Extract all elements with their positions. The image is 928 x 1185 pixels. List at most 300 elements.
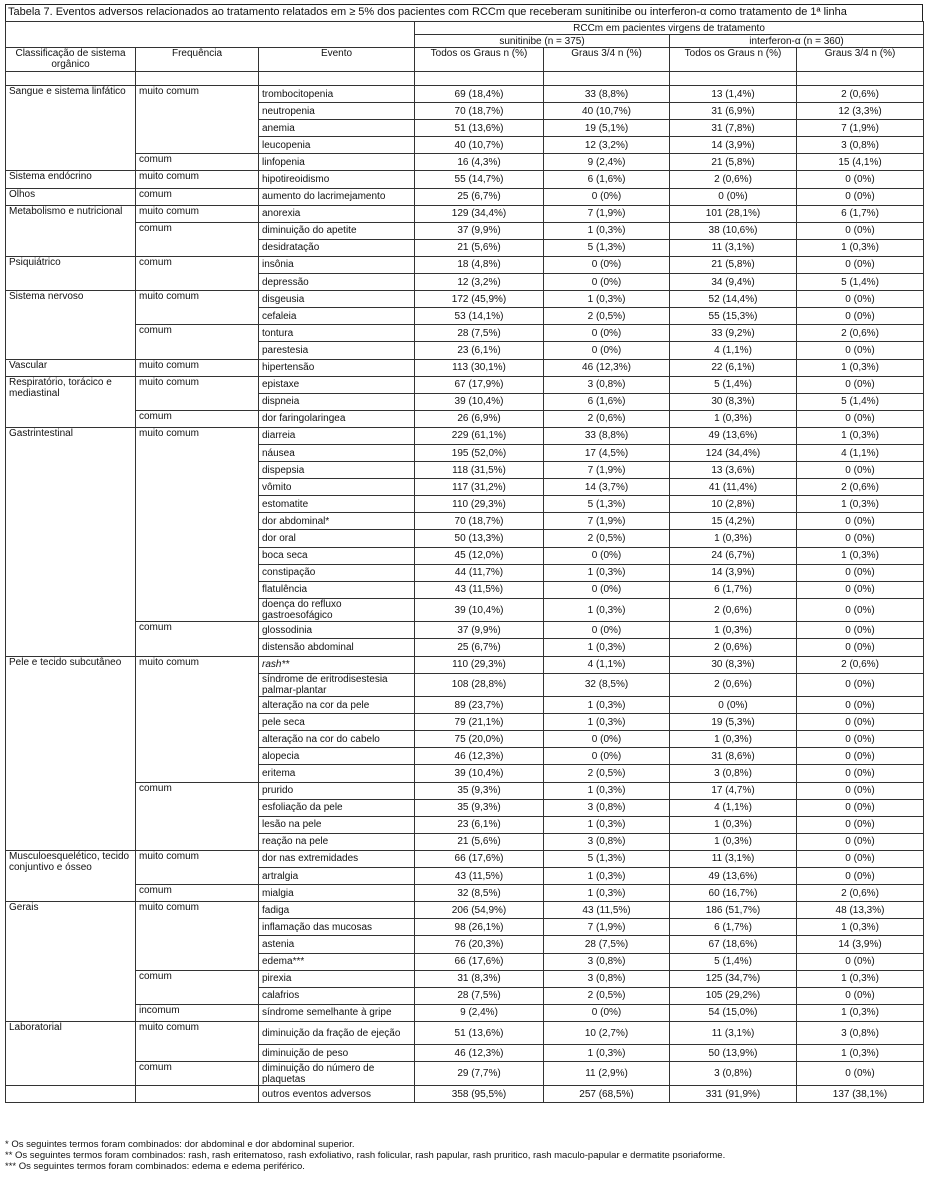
system-class-cell: Sistema nervoso xyxy=(6,291,136,359)
value-cell: 0 (0%) xyxy=(544,325,670,342)
value-cell: 29 (7,7%) xyxy=(415,1062,544,1086)
frequency-cell: comum xyxy=(136,622,259,656)
value-cell: 50 (13,3%) xyxy=(415,530,544,547)
value-cell: 5 (1,4%) xyxy=(670,953,797,970)
frequency-cell: comum xyxy=(136,256,259,290)
event-cell: alteração na cor da pele xyxy=(259,697,415,714)
value-cell: 124 (34,4%) xyxy=(670,444,797,461)
value-cell: 21 (5,8%) xyxy=(670,256,797,273)
value-cell: 53 (14,1%) xyxy=(415,308,544,325)
event-cell: síndrome semelhante à gripe xyxy=(259,1004,415,1021)
value-cell: 1 (0,3%) xyxy=(797,359,924,376)
system-class-cell: Psiquiátrico xyxy=(6,256,136,290)
table-row xyxy=(6,291,924,308)
event-cell: flatulência xyxy=(259,581,415,598)
value-cell: 137 (38,1%) xyxy=(797,1085,924,1102)
value-cell: 33 (8,8%) xyxy=(544,86,670,103)
value-cell: 13 (1,4%) xyxy=(670,86,797,103)
value-cell: 37 (9,9%) xyxy=(415,222,544,239)
value-cell: 1 (0,3%) xyxy=(544,598,670,622)
value-cell: 4 (1,1%) xyxy=(670,799,797,816)
table-row xyxy=(6,222,924,239)
frequency-cell: muito comum xyxy=(136,205,259,222)
value-cell: 7 (1,9%) xyxy=(797,120,924,137)
table-row xyxy=(6,782,924,799)
value-cell: 0 (0%) xyxy=(797,291,924,308)
value-cell: 118 (31,5%) xyxy=(415,462,544,479)
value-cell: 3 (0,8%) xyxy=(544,970,670,987)
value-cell: 5 (1,3%) xyxy=(544,239,670,256)
value-cell: 28 (7,5%) xyxy=(415,325,544,342)
value-cell: 21 (5,6%) xyxy=(415,833,544,850)
value-cell: 0 (0%) xyxy=(797,987,924,1004)
value-cell: 110 (29,3%) xyxy=(415,496,544,513)
table-row xyxy=(6,205,924,222)
table-row xyxy=(6,970,924,987)
blank-cell xyxy=(6,1085,136,1102)
value-cell: 75 (20,0%) xyxy=(415,731,544,748)
table-row xyxy=(6,1004,924,1021)
table-row xyxy=(6,902,924,919)
value-cell: 9 (2,4%) xyxy=(415,1004,544,1021)
value-cell: 1 (0,3%) xyxy=(797,496,924,513)
table-row xyxy=(6,325,924,342)
value-cell: 1 (0,3%) xyxy=(797,1045,924,1062)
event-cell: reação na pele xyxy=(259,833,415,850)
value-cell: 70 (18,7%) xyxy=(415,103,544,120)
value-cell: 54 (15,0%) xyxy=(670,1004,797,1021)
value-cell: 11 (3,1%) xyxy=(670,239,797,256)
system-class-cell: Vascular xyxy=(6,359,136,376)
header-grades-3-4: Graus 3/4 n (%) xyxy=(797,48,924,72)
value-cell: 0 (0%) xyxy=(797,222,924,239)
value-cell: 44 (11,7%) xyxy=(415,564,544,581)
value-cell: 129 (34,4%) xyxy=(415,205,544,222)
frequency-cell: comum xyxy=(136,188,259,205)
value-cell: 108 (28,8%) xyxy=(415,673,544,697)
value-cell: 1 (0,3%) xyxy=(544,714,670,731)
frequency-cell: comum xyxy=(136,885,259,902)
value-cell: 206 (54,9%) xyxy=(415,902,544,919)
event-cell: anorexia xyxy=(259,205,415,222)
value-cell: 24 (6,7%) xyxy=(670,547,797,564)
table-row-other xyxy=(6,1085,924,1102)
event-cell: dor nas extremidades xyxy=(259,850,415,867)
value-cell: 6 (1,7%) xyxy=(670,581,797,598)
value-cell: 6 (1,7%) xyxy=(797,205,924,222)
event-cell: vômito xyxy=(259,479,415,496)
frequency-cell: muito comum xyxy=(136,902,259,970)
value-cell: 4 (1,1%) xyxy=(670,342,797,359)
value-cell: 89 (23,7%) xyxy=(415,697,544,714)
value-cell: 98 (26,1%) xyxy=(415,919,544,936)
value-cell: 1 (0,3%) xyxy=(797,239,924,256)
value-cell: 43 (11,5%) xyxy=(415,581,544,598)
value-cell: 186 (51,7%) xyxy=(670,902,797,919)
event-cell: dor abdominal* xyxy=(259,513,415,530)
frequency-cell: comum xyxy=(136,154,259,171)
frequency-cell: comum xyxy=(136,325,259,359)
value-cell: 229 (61,1%) xyxy=(415,427,544,444)
value-cell: 358 (95,5%) xyxy=(415,1085,544,1102)
value-cell: 3 (0,8%) xyxy=(670,1062,797,1086)
value-cell: 0 (0%) xyxy=(797,308,924,325)
value-cell: 35 (9,3%) xyxy=(415,782,544,799)
header-frequency: Frequência xyxy=(136,48,259,72)
value-cell: 0 (0%) xyxy=(797,1062,924,1086)
table-title: Tabela 7. Eventos adversos relacionados ao tratamento relatados em ≥ 5% dos pacientes com RCCm que receberam sunitinibe ou interferon-α como tratamento de 1ª linha xyxy=(5,4,923,21)
value-cell: 55 (14,7%) xyxy=(415,171,544,188)
system-class-cell: Olhos xyxy=(6,188,136,205)
system-class-cell: Laboratorial xyxy=(6,1021,136,1085)
system-class-cell: Sistema endócrino xyxy=(6,171,136,188)
event-cell: leucopenia xyxy=(259,137,415,154)
value-cell: 51 (13,6%) xyxy=(415,120,544,137)
value-cell: 35 (9,3%) xyxy=(415,799,544,816)
value-cell: 0 (0%) xyxy=(670,697,797,714)
value-cell: 0 (0%) xyxy=(797,410,924,427)
value-cell: 1 (0,3%) xyxy=(797,547,924,564)
value-cell: 50 (13,9%) xyxy=(670,1045,797,1062)
value-cell: 2 (0,6%) xyxy=(797,479,924,496)
event-cell: diminuição de peso xyxy=(259,1045,415,1062)
value-cell: 3 (0,8%) xyxy=(544,953,670,970)
value-cell: 1 (0,3%) xyxy=(544,222,670,239)
event-cell: diminuição do número de plaquetas xyxy=(259,1062,415,1086)
value-cell: 0 (0%) xyxy=(797,731,924,748)
event-cell: glossodinia xyxy=(259,622,415,639)
value-cell: 0 (0%) xyxy=(797,376,924,393)
header-classification: Classificação de sistema orgânico xyxy=(6,48,136,72)
value-cell: 3 (0,8%) xyxy=(670,765,797,782)
value-cell: 25 (6,7%) xyxy=(415,188,544,205)
value-cell: 6 (1,7%) xyxy=(670,919,797,936)
event-cell: esfoliação da pele xyxy=(259,799,415,816)
event-cell: prurido xyxy=(259,782,415,799)
value-cell: 5 (1,4%) xyxy=(797,393,924,410)
event-cell: síndrome de eritrodisestesia palmar-plantar xyxy=(259,673,415,697)
value-cell: 30 (8,3%) xyxy=(670,393,797,410)
value-cell: 0 (0%) xyxy=(797,833,924,850)
value-cell: 39 (10,4%) xyxy=(415,598,544,622)
footnotes xyxy=(5,1139,923,1172)
system-class-cell: Sangue e sistema linfático xyxy=(6,86,136,171)
value-cell: 11 (3,1%) xyxy=(670,1021,797,1045)
value-cell: 2 (0,5%) xyxy=(544,308,670,325)
value-cell: 0 (0%) xyxy=(797,171,924,188)
value-cell: 39 (10,4%) xyxy=(415,393,544,410)
spacer-cell xyxy=(6,72,136,86)
value-cell: 0 (0%) xyxy=(544,1004,670,1021)
value-cell: 12 (3,2%) xyxy=(415,274,544,291)
event-cell: astenia xyxy=(259,936,415,953)
value-cell: 11 (2,9%) xyxy=(544,1062,670,1086)
event-cell: anemia xyxy=(259,120,415,137)
value-cell: 0 (0%) xyxy=(797,598,924,622)
value-cell: 21 (5,8%) xyxy=(670,154,797,171)
value-cell: 48 (13,3%) xyxy=(797,902,924,919)
system-class-cell: Pele e tecido subcutâneo xyxy=(6,656,136,850)
value-cell: 17 (4,5%) xyxy=(544,444,670,461)
value-cell: 19 (5,3%) xyxy=(670,714,797,731)
frequency-cell: comum xyxy=(136,970,259,1004)
value-cell: 1 (0,3%) xyxy=(544,697,670,714)
event-cell: outros eventos adversos xyxy=(259,1085,415,1102)
spacer-cell xyxy=(415,72,544,86)
event-cell: artralgia xyxy=(259,868,415,885)
value-cell: 52 (14,4%) xyxy=(670,291,797,308)
value-cell: 66 (17,6%) xyxy=(415,850,544,867)
value-cell: 0 (0%) xyxy=(797,530,924,547)
event-cell: linfopenia xyxy=(259,154,415,171)
value-cell: 3 (0,8%) xyxy=(544,833,670,850)
event-cell: cefaleia xyxy=(259,308,415,325)
value-cell: 23 (6,1%) xyxy=(415,342,544,359)
value-cell: 0 (0%) xyxy=(797,953,924,970)
event-cell: pele seca xyxy=(259,714,415,731)
table-row xyxy=(6,622,924,639)
event-cell: neutropenia xyxy=(259,103,415,120)
value-cell: 0 (0%) xyxy=(797,188,924,205)
system-class-cell: Gastrintestinal xyxy=(6,427,136,656)
value-cell: 67 (18,6%) xyxy=(670,936,797,953)
value-cell: 31 (8,6%) xyxy=(670,748,797,765)
value-cell: 0 (0%) xyxy=(544,622,670,639)
event-cell: diminuição do apetite xyxy=(259,222,415,239)
event-cell: náusea xyxy=(259,444,415,461)
value-cell: 32 (8,5%) xyxy=(415,885,544,902)
value-cell: 1 (0,3%) xyxy=(797,427,924,444)
value-cell: 0 (0%) xyxy=(797,816,924,833)
value-cell: 31 (7,8%) xyxy=(670,120,797,137)
value-cell: 46 (12,3%) xyxy=(415,1045,544,1062)
value-cell: 0 (0%) xyxy=(797,782,924,799)
spacer-cell xyxy=(670,72,797,86)
table-row xyxy=(6,376,924,393)
value-cell: 0 (0%) xyxy=(797,748,924,765)
value-cell: 5 (1,3%) xyxy=(544,850,670,867)
value-cell: 2 (0,6%) xyxy=(670,171,797,188)
value-cell: 6 (1,6%) xyxy=(544,171,670,188)
header-arm-sunitinibe: sunitinibe (n = 375) xyxy=(415,35,670,48)
value-cell: 5 (1,4%) xyxy=(797,274,924,291)
value-cell: 1 (0,3%) xyxy=(670,622,797,639)
value-cell: 2 (0,6%) xyxy=(670,639,797,656)
value-cell: 37 (9,9%) xyxy=(415,622,544,639)
value-cell: 28 (7,5%) xyxy=(415,987,544,1004)
header-all-grades: Todos os Graus n (%) xyxy=(670,48,797,72)
value-cell: 60 (16,7%) xyxy=(670,885,797,902)
frequency-cell: comum xyxy=(136,782,259,850)
value-cell: 0 (0%) xyxy=(797,622,924,639)
value-cell: 7 (1,9%) xyxy=(544,462,670,479)
value-cell: 76 (20,3%) xyxy=(415,936,544,953)
event-cell: depressão xyxy=(259,274,415,291)
header-blank-cell xyxy=(6,35,415,48)
value-cell: 19 (5,1%) xyxy=(544,120,670,137)
frequency-cell: muito comum xyxy=(136,291,259,325)
header-blank-cell xyxy=(6,22,415,35)
value-cell: 34 (9,4%) xyxy=(670,274,797,291)
value-cell: 1 (0,3%) xyxy=(544,291,670,308)
value-cell: 1 (0,3%) xyxy=(797,919,924,936)
frequency-cell: muito comum xyxy=(136,376,259,410)
value-cell: 40 (10,7%) xyxy=(544,103,670,120)
footnote: ** Os seguintes termos foram combinados: rash, rash eritematoso, rash exfoliativo, rash folicular, rash papular, rash pruritico, rash maculo-papular e dermatite psoriaforme. xyxy=(5,1150,726,1161)
value-cell: 5 (1,4%) xyxy=(670,376,797,393)
value-cell: 69 (18,4%) xyxy=(415,86,544,103)
value-cell: 2 (0,6%) xyxy=(670,673,797,697)
table-row xyxy=(6,427,924,444)
event-cell: constipação xyxy=(259,564,415,581)
value-cell: 0 (0%) xyxy=(797,564,924,581)
value-cell: 43 (11,5%) xyxy=(544,902,670,919)
value-cell: 45 (12,0%) xyxy=(415,547,544,564)
value-cell: 4 (1,1%) xyxy=(544,656,670,673)
event-cell: dor oral xyxy=(259,530,415,547)
table-row xyxy=(6,171,924,188)
header-grades-3-4: Graus 3/4 n (%) xyxy=(544,48,670,72)
table-row xyxy=(6,656,924,673)
value-cell: 3 (0,8%) xyxy=(797,137,924,154)
value-cell: 257 (68,5%) xyxy=(544,1085,670,1102)
value-cell: 0 (0%) xyxy=(544,342,670,359)
value-cell: 5 (1,3%) xyxy=(544,496,670,513)
value-cell: 331 (91,9%) xyxy=(670,1085,797,1102)
value-cell: 15 (4,2%) xyxy=(670,513,797,530)
value-cell: 1 (0,3%) xyxy=(544,816,670,833)
event-cell: distensão abdominal xyxy=(259,639,415,656)
value-cell: 12 (3,3%) xyxy=(797,103,924,120)
value-cell: 16 (4,3%) xyxy=(415,154,544,171)
event-cell: boca seca xyxy=(259,547,415,564)
value-cell: 2 (0,5%) xyxy=(544,987,670,1004)
table-row xyxy=(6,154,924,171)
value-cell: 70 (18,7%) xyxy=(415,513,544,530)
frequency-cell: muito comum xyxy=(136,359,259,376)
table-row xyxy=(6,188,924,205)
system-class-cell: Metabolismo e nutricional xyxy=(6,205,136,256)
value-cell: 7 (1,9%) xyxy=(544,919,670,936)
value-cell: 79 (21,1%) xyxy=(415,714,544,731)
value-cell: 1 (0,3%) xyxy=(670,816,797,833)
event-cell: epistaxe xyxy=(259,376,415,393)
value-cell: 14 (3,9%) xyxy=(670,564,797,581)
value-cell: 1 (0,3%) xyxy=(670,410,797,427)
value-cell: 7 (1,9%) xyxy=(544,513,670,530)
value-cell: 0 (0%) xyxy=(544,581,670,598)
value-cell: 7 (1,9%) xyxy=(544,205,670,222)
value-cell: 39 (10,4%) xyxy=(415,765,544,782)
table-row xyxy=(6,86,924,103)
frequency-cell: comum xyxy=(136,222,259,256)
event-cell: eritema xyxy=(259,765,415,782)
table-row xyxy=(6,885,924,902)
event-cell: desidratação xyxy=(259,239,415,256)
event-cell: aumento do lacrimejamento xyxy=(259,188,415,205)
value-cell: 55 (15,3%) xyxy=(670,308,797,325)
value-cell: 113 (30,1%) xyxy=(415,359,544,376)
event-cell: lesão na pele xyxy=(259,816,415,833)
event-cell: diminuição da fração de ejeção xyxy=(259,1021,415,1045)
value-cell: 12 (3,2%) xyxy=(544,137,670,154)
table-row xyxy=(6,256,924,273)
value-cell: 28 (7,5%) xyxy=(544,936,670,953)
value-cell: 33 (8,8%) xyxy=(544,427,670,444)
event-cell: disgeusia xyxy=(259,291,415,308)
value-cell: 4 (1,1%) xyxy=(797,444,924,461)
event-cell: parestesia xyxy=(259,342,415,359)
value-cell: 0 (0%) xyxy=(797,850,924,867)
value-cell: 31 (8,3%) xyxy=(415,970,544,987)
value-cell: 11 (3,1%) xyxy=(670,850,797,867)
footnote: *** Os seguintes termos foram combinados: edema e edema periférico. xyxy=(5,1161,305,1172)
event-cell: mialgia xyxy=(259,885,415,902)
event-cell: edema*** xyxy=(259,953,415,970)
value-cell: 0 (0%) xyxy=(670,188,797,205)
value-cell: 0 (0%) xyxy=(544,748,670,765)
value-cell: 110 (29,3%) xyxy=(415,656,544,673)
event-cell: estomatite xyxy=(259,496,415,513)
value-cell: 2 (0,5%) xyxy=(544,765,670,782)
value-cell: 31 (6,9%) xyxy=(670,103,797,120)
value-cell: 10 (2,7%) xyxy=(544,1021,670,1045)
frequency-cell: incomum xyxy=(136,1004,259,1021)
value-cell: 2 (0,5%) xyxy=(544,530,670,547)
value-cell: 1 (0,3%) xyxy=(544,868,670,885)
value-cell: 13 (3,6%) xyxy=(670,462,797,479)
spacer-cell xyxy=(136,72,259,86)
value-cell: 17 (4,7%) xyxy=(670,782,797,799)
event-cell: insônia xyxy=(259,256,415,273)
value-cell: 21 (5,6%) xyxy=(415,239,544,256)
frequency-cell: muito comum xyxy=(136,86,259,154)
value-cell: 0 (0%) xyxy=(797,256,924,273)
event-cell: fadiga xyxy=(259,902,415,919)
event-cell: doença do refluxo gastroesofágico xyxy=(259,598,415,622)
value-cell: 0 (0%) xyxy=(797,639,924,656)
value-cell: 195 (52,0%) xyxy=(415,444,544,461)
value-cell: 117 (31,2%) xyxy=(415,479,544,496)
value-cell: 105 (29,2%) xyxy=(670,987,797,1004)
value-cell: 0 (0%) xyxy=(544,547,670,564)
value-cell: 0 (0%) xyxy=(544,188,670,205)
event-cell: trombocitopenia xyxy=(259,86,415,103)
frequency-cell: muito comum xyxy=(136,427,259,621)
header-group: RCCm em pacientes virgens de tratamento xyxy=(415,22,924,35)
value-cell: 49 (13,6%) xyxy=(670,427,797,444)
header-event: Evento xyxy=(259,48,415,72)
value-cell: 0 (0%) xyxy=(797,697,924,714)
table-row xyxy=(6,410,924,427)
value-cell: 46 (12,3%) xyxy=(415,748,544,765)
value-cell: 32 (8,5%) xyxy=(544,673,670,697)
adverse-events-table xyxy=(5,21,924,1103)
value-cell: 125 (34,7%) xyxy=(670,970,797,987)
value-cell: 0 (0%) xyxy=(797,581,924,598)
event-cell: dor faringolaringea xyxy=(259,410,415,427)
blank-cell xyxy=(136,1085,259,1102)
value-cell: 46 (12,3%) xyxy=(544,359,670,376)
value-cell: 22 (6,1%) xyxy=(670,359,797,376)
value-cell: 40 (10,7%) xyxy=(415,137,544,154)
frequency-cell: comum xyxy=(136,410,259,427)
event-cell: calafrios xyxy=(259,987,415,1004)
event-cell: hipertensão xyxy=(259,359,415,376)
value-cell: 14 (3,9%) xyxy=(797,936,924,953)
value-cell: 172 (45,9%) xyxy=(415,291,544,308)
spacer-cell xyxy=(544,72,670,86)
